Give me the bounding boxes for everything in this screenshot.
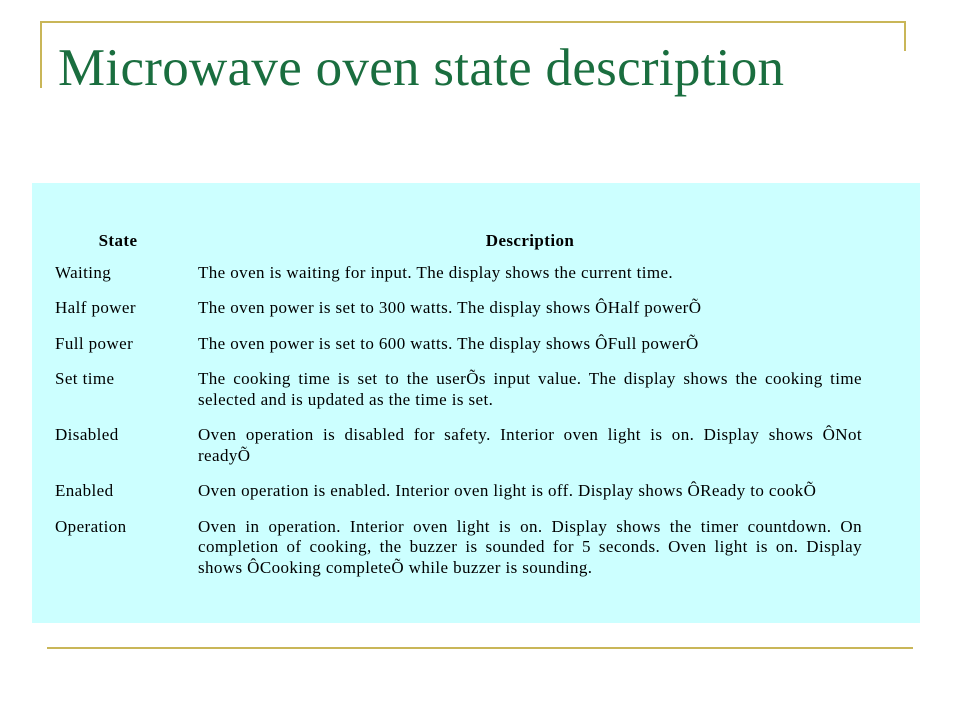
state-cell: Full power [55, 333, 134, 353]
table-header-row [55, 231, 862, 252]
top-rule [40, 21, 906, 23]
description-cell [198, 334, 862, 355]
description-line: The oven power is set to 300 watts. The display shows ÔHalf powerÕ [198, 298, 702, 317]
state-table [55, 231, 862, 593]
description-line: Oven operation is disabled for safety. Interior oven light is on. Display shows ÔNot [198, 425, 862, 444]
state-cell: Half power [55, 298, 136, 317]
state-table-panel [32, 183, 920, 623]
description-cell [198, 517, 862, 579]
bottom-rule [47, 647, 913, 649]
description-cell [198, 298, 862, 319]
state-cell: Operation [55, 516, 127, 536]
right-rule [904, 21, 906, 51]
left-rule [40, 21, 42, 88]
description-cell [198, 481, 862, 502]
table-row [55, 369, 862, 410]
description-line: readyÕ [198, 445, 251, 465]
slide-title: Microwave oven state description [58, 39, 785, 97]
description-cell [198, 369, 862, 410]
state-cell: Enabled [55, 481, 114, 500]
state-cell: Set time [55, 369, 115, 388]
state-cell: Waiting [55, 262, 112, 282]
description-line: Oven operation is enabled. Interior oven light is off. Display shows ÔReady to cookÕ [198, 481, 817, 500]
description-line: selected and is updated as the time is set. [198, 389, 494, 409]
table-row [55, 334, 862, 355]
description-line: shows ÔCooking completeÕ while buzzer is sounding. [198, 557, 593, 577]
description-line: The cooking time is set to the userÕs input value. The display shows the cooking time [198, 369, 862, 388]
table-row [55, 517, 862, 579]
description-cell [198, 425, 862, 466]
table-row [55, 298, 862, 319]
state-cell: Disabled [55, 425, 119, 444]
table-row [55, 425, 862, 466]
description-cell [198, 263, 862, 284]
description-line: The oven is waiting for input. The display shows the current time. [198, 262, 674, 282]
table-row [55, 481, 862, 502]
description-line: Oven in operation. Interior oven light is on. Display shows the timer countdown. On [198, 516, 862, 536]
description-line: completion of cooking, the buzzer is sounded for 5 seconds. Oven light is on. Display [198, 537, 862, 556]
description-column-header: Description [485, 231, 575, 250]
description-line: The oven power is set to 600 watts. The display shows ÔFull powerÕ [198, 333, 699, 353]
state-column-header: State [98, 231, 138, 250]
table-row [55, 263, 862, 284]
